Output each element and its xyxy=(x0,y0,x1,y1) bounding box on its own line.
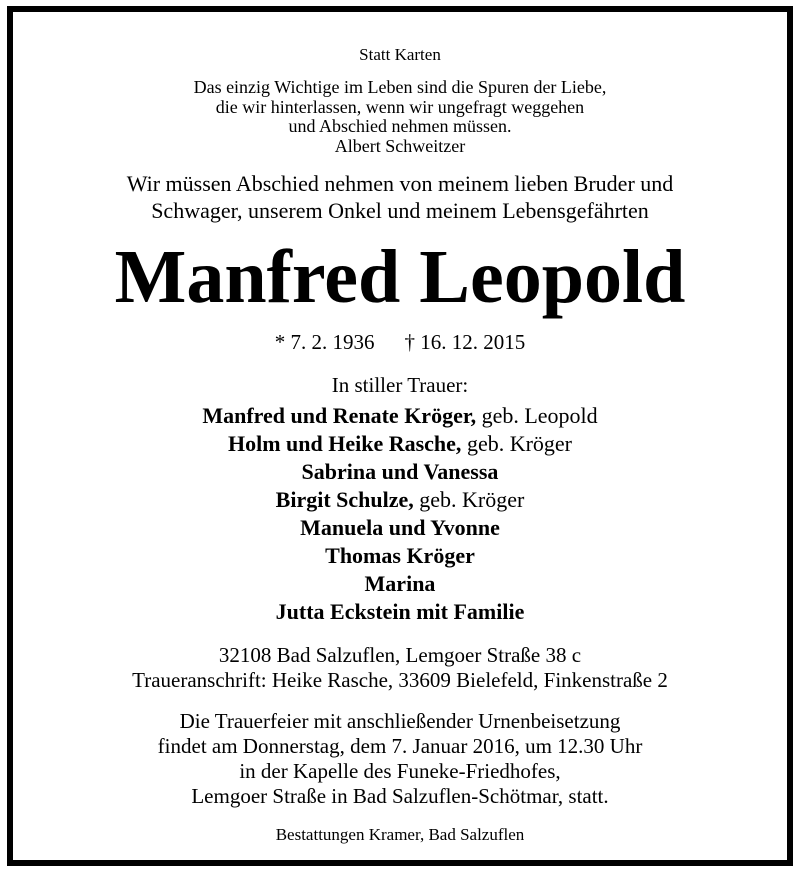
mourner-entry xyxy=(13,570,787,597)
life-dates xyxy=(13,329,787,355)
quote-line: Das einzig Wichtige im Leben sind die Spuren der Liebe, xyxy=(193,77,607,97)
mourner-name: Sabrina und Vanessa xyxy=(301,459,499,484)
obituary-frame xyxy=(7,6,793,866)
quote-author: Albert Schweitzer xyxy=(334,136,466,156)
mourner-suffix: geb. Kröger xyxy=(413,487,525,512)
mourner-suffix: geb. Leopold xyxy=(476,403,598,428)
mourner-entry xyxy=(13,542,787,569)
intro-line: Wir müssen Abschied nehmen von meinem lieben Bruder und xyxy=(126,171,674,196)
deceased-name: Manfred Leopold xyxy=(114,235,686,319)
mourning-address: Traueranschrift: Heike Rasche, 33609 Bielefeld, Finkenstraße 2 xyxy=(132,668,668,692)
mourner-entry xyxy=(13,402,787,429)
mourner-name: Manuela und Yvonne xyxy=(300,515,500,540)
undertaker: Bestattungen Kramer, Bad Salzuflen xyxy=(275,825,525,844)
quote-line: die wir hinterlassen, wenn wir ungefragt weggehen xyxy=(215,97,585,117)
intro-line: Schwager, unserem Onkel und meinem Lebensgefährten xyxy=(151,198,649,223)
mourner-entry xyxy=(13,514,787,541)
mourner-suffix: geb. Kröger xyxy=(461,431,573,456)
mourner-name: Birgit Schulze, xyxy=(275,487,414,512)
mourner-entry xyxy=(13,458,787,485)
quote-line: und Abschied nehmen müssen. xyxy=(288,116,512,136)
mourner-entry xyxy=(13,486,787,513)
mourner-name: Thomas Kröger xyxy=(325,543,475,568)
mourners-heading: In stiller Trauer: xyxy=(331,373,469,397)
death-date: † 16. 12. 2015 xyxy=(404,330,526,354)
mourner-entry xyxy=(13,430,787,457)
birth-date: * 7. 2. 1936 xyxy=(274,330,375,354)
mourner-name: Marina xyxy=(364,571,436,596)
mourner-name: Jutta Eckstein mit Familie xyxy=(275,599,525,624)
ceremony-line: Lemgoer Straße in Bad Salzuflen-Schötmar, statt. xyxy=(191,784,609,808)
statt-karten: Statt Karten xyxy=(359,45,441,64)
ceremony-line: findet am Donnerstag, dem 7. Januar 2016, um 12.30 Uhr xyxy=(157,734,643,758)
mourner-entry xyxy=(13,598,787,625)
ceremony-line: in der Kapelle des Funeke-Friedhofes, xyxy=(239,759,561,783)
ceremony-line: Die Trauerfeier mit anschließender Urnenbeisetzung xyxy=(179,709,621,733)
mourner-name: Manfred und Renate Kröger, xyxy=(202,403,477,428)
mourner-name: Holm und Heike Rasche, xyxy=(227,431,462,456)
home-address: 32108 Bad Salzuflen, Lemgoer Straße 38 c xyxy=(218,643,582,667)
